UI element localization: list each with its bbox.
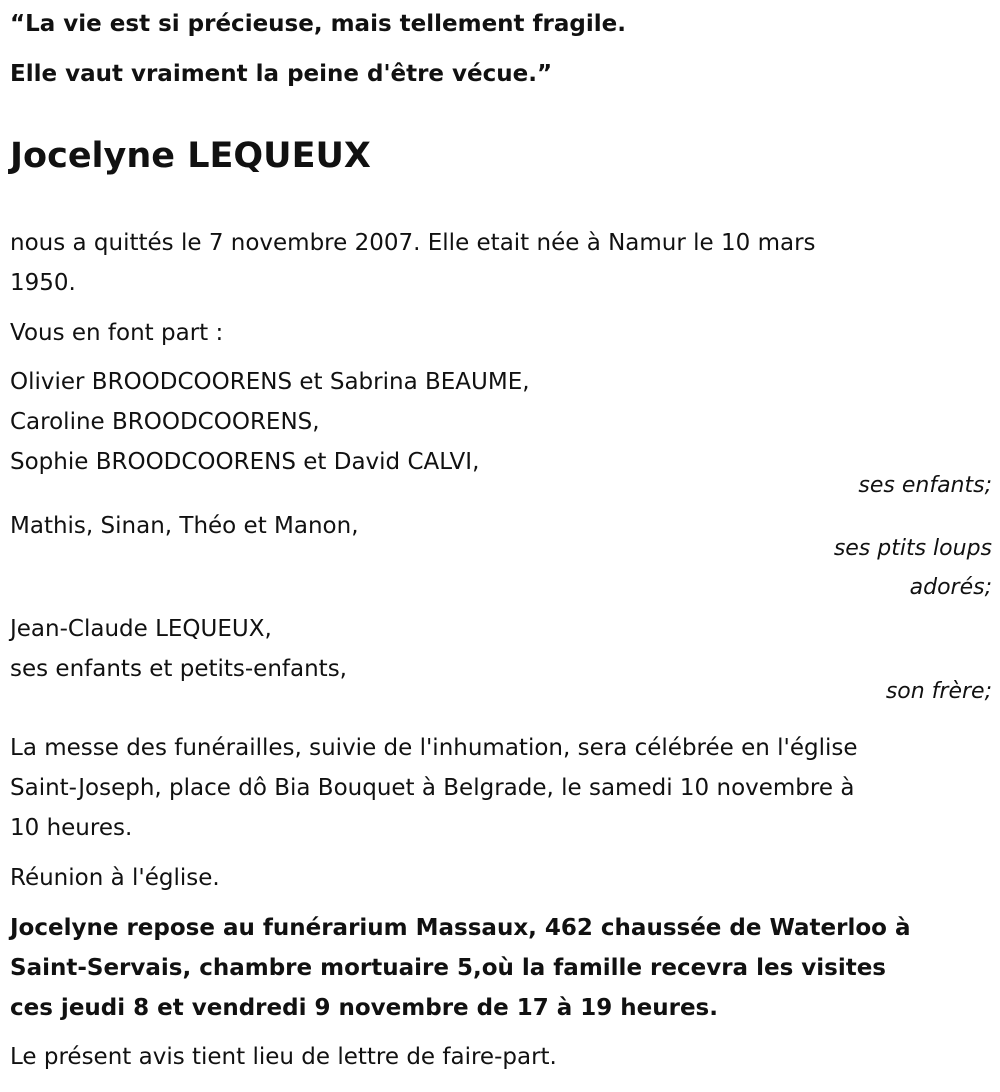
funeral-line-2: Saint-Joseph, place dô Bia Bouquet à Belgrade, le samedi 10 novembre à <box>10 775 855 801</box>
brother-line-2: ses enfants et petits-enfants, <box>10 656 347 682</box>
intro-line-2: 1950. <box>10 270 76 296</box>
child-3: Sophie BROODCOORENS et David CALVI, <box>10 449 480 475</box>
brother-line-1: Jean-Claude LEQUEUX, <box>10 616 272 642</box>
deceased-name: Jocelyne LEQUEUX <box>10 136 371 176</box>
grandchildren-role-line-1: ses ptits loups <box>833 536 992 561</box>
closing-text: Le présent avis tient lieu de lettre de faire-part. <box>10 1044 557 1070</box>
announce-text: Vous en font part : <box>10 320 224 346</box>
funeral-line-1: La messe des funérailles, suivie de l'inhumation, sera célébrée en l'église <box>10 735 858 761</box>
children-role: ses enfants; <box>858 473 992 498</box>
visitation-line-3: ces jeudi 8 et vendredi 9 novembre de 17 à 19 heures. <box>10 995 718 1021</box>
grandchildren-role-line-2: adorés; <box>909 575 992 600</box>
quote-line-2: Elle vaut vraiment la peine d'être vécue.” <box>10 61 553 87</box>
visitation-line-1: Jocelyne repose au funérarium Massaux, 462 chaussée de Waterloo à <box>10 915 911 941</box>
grandchildren: Mathis, Sinan, Théo et Manon, <box>10 513 359 539</box>
meeting-text: Réunion à l'église. <box>10 865 220 891</box>
intro-line-1: nous a quittés le 7 novembre 2007. Elle etait née à Namur le 10 mars <box>10 230 816 256</box>
visitation-line-2: Saint-Servais, chambre mortuaire 5,où la famille recevra les visites <box>10 955 886 981</box>
brother-role: son frère; <box>885 679 992 704</box>
funeral-line-3: 10 heures. <box>10 815 133 841</box>
child-2: Caroline BROODCOORENS, <box>10 409 320 435</box>
quote-line-1: “La vie est si précieuse, mais tellement fragile. <box>10 11 626 37</box>
child-1: Olivier BROODCOORENS et Sabrina BEAUME, <box>10 369 530 395</box>
